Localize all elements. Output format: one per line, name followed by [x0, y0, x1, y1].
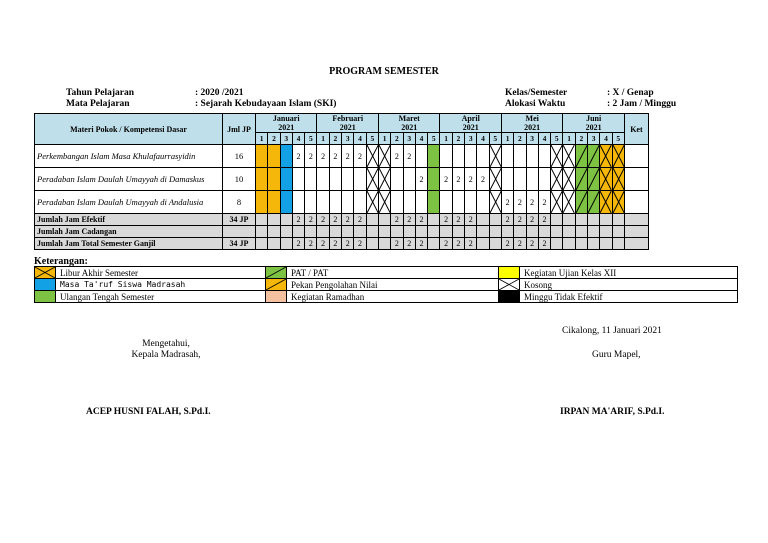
week-cell: 2 [342, 145, 354, 168]
summary-week-cell: 2 [465, 214, 477, 226]
week-cell [526, 168, 538, 191]
week-cell [501, 168, 513, 191]
summary-week-cell [268, 214, 280, 226]
materi-cell: Perkembangan Islam Masa Khulafaurrasyidin [35, 145, 223, 168]
summary-week-cell [428, 238, 440, 250]
summary-week-cell: 2 [305, 214, 317, 226]
summary-week-cell [563, 238, 575, 250]
week-cell [268, 168, 280, 191]
week-cell: 2 [538, 191, 550, 214]
legend-row [35, 291, 738, 303]
summary-ket [624, 238, 648, 250]
summary-week-cell: 2 [305, 238, 317, 250]
week-cell: 2 [305, 145, 317, 168]
table-row [35, 145, 649, 168]
summary-week-cell: 2 [538, 238, 550, 250]
summary-week-cell [256, 214, 268, 226]
week-number: 4 [415, 133, 427, 145]
month-name: Maret [398, 114, 420, 123]
summary-week-cell [563, 226, 575, 238]
swatch-uts [35, 291, 56, 303]
week-number: 1 [317, 133, 329, 145]
header-month [256, 114, 317, 133]
month-year: 2021 [401, 123, 418, 132]
mapel-value: : Sejarah Kebudayaan Islam (SKI) [195, 99, 337, 109]
summary-label: Jumlah Jam Cadangan [35, 226, 223, 238]
summary-week-cell [612, 238, 624, 250]
week-number: 2 [391, 133, 403, 145]
week-number: 5 [366, 133, 378, 145]
summary-week-cell [256, 238, 268, 250]
summary-week-cell [428, 214, 440, 226]
week-cell [428, 168, 440, 191]
summary-row [35, 214, 649, 226]
week-cell [391, 191, 403, 214]
summary-week-cell [280, 226, 292, 238]
week-cell [391, 168, 403, 191]
week-cell [477, 191, 489, 214]
summary-week-cell [378, 238, 390, 250]
summary-week-cell [415, 226, 427, 238]
week-cell [415, 145, 427, 168]
week-number: 3 [342, 133, 354, 145]
week-cell [428, 191, 440, 214]
summary-week-cell [489, 238, 501, 250]
week-cell [292, 168, 304, 191]
ket-cell [624, 168, 648, 191]
week-cell [551, 191, 563, 214]
month-year: 2021 [585, 123, 602, 132]
summary-label: Jumlah Jam Efektif [35, 214, 223, 226]
week-cell [342, 191, 354, 214]
week-cell [600, 168, 612, 191]
week-cell [329, 168, 341, 191]
summary-week-cell: 2 [501, 214, 513, 226]
swatch-ujian [499, 267, 520, 279]
summary-week-cell [575, 214, 587, 226]
week-cell: 2 [526, 191, 538, 214]
week-cell: 2 [514, 191, 526, 214]
jml-cell: 10 [223, 168, 256, 191]
schedule-table [34, 113, 649, 250]
week-cell [600, 191, 612, 214]
swatch-pengolahan [266, 279, 287, 291]
week-cell [452, 145, 464, 168]
summary-week-cell: 2 [317, 238, 329, 250]
summary-week-cell [305, 226, 317, 238]
summary-week-cell [268, 226, 280, 238]
header-jml: Jml JP [223, 114, 256, 145]
alokasi-label: Alokasi Waktu [505, 99, 566, 109]
week-cell [477, 145, 489, 168]
left-line1: Mengetahui, [142, 339, 190, 349]
swatch-pat [266, 267, 287, 279]
mapel-label: Mata Pelajaran [66, 99, 130, 109]
week-cell [489, 191, 501, 214]
summary-week-cell [280, 238, 292, 250]
legend-label: Minggu Tidak Efektif [520, 291, 738, 303]
week-cell: 2 [440, 168, 452, 191]
summary-week-cell [477, 214, 489, 226]
week-cell: 2 [452, 168, 464, 191]
week-cell [551, 145, 563, 168]
summary-week-cell: 2 [292, 238, 304, 250]
summary-week-cell [489, 214, 501, 226]
summary-week-cell: 2 [391, 238, 403, 250]
summary-week-cell: 2 [514, 214, 526, 226]
summary-week-cell [256, 226, 268, 238]
summary-week-cell: 2 [342, 214, 354, 226]
week-number: 1 [440, 133, 452, 145]
summary-week-cell [292, 226, 304, 238]
week-cell [280, 168, 292, 191]
week-cell [465, 145, 477, 168]
week-cell [342, 168, 354, 191]
month-year: 2021 [278, 123, 295, 132]
summary-week-cell: 2 [452, 214, 464, 226]
summary-week-cell: 2 [391, 214, 403, 226]
week-cell [575, 191, 587, 214]
page-title: PROGRAM SEMESTER [329, 66, 439, 77]
week-cell [256, 168, 268, 191]
summary-week-cell [366, 226, 378, 238]
summary-week-cell: 2 [440, 238, 452, 250]
summary-week-cell [612, 226, 624, 238]
week-cell [600, 145, 612, 168]
week-number: 4 [354, 133, 366, 145]
week-number: 5 [489, 133, 501, 145]
header-ket: Ket [624, 114, 648, 145]
summary-week-cell: 2 [342, 238, 354, 250]
week-cell [465, 191, 477, 214]
right-signatory-name: IRPAN MA'ARIF, S.Pd.I. [560, 407, 665, 417]
swatch-taruf [35, 279, 56, 291]
week-cell [588, 168, 600, 191]
summary-ket [624, 226, 648, 238]
week-cell [378, 191, 390, 214]
week-cell [305, 191, 317, 214]
summary-week-cell: 2 [317, 214, 329, 226]
week-cell [440, 145, 452, 168]
kelas-label: Kelas/Semester [505, 88, 568, 98]
week-cell [354, 191, 366, 214]
month-year: 2021 [462, 123, 479, 132]
summary-week-cell [378, 214, 390, 226]
summary-jml [223, 226, 256, 238]
summary-week-cell [600, 226, 612, 238]
summary-week-cell [575, 238, 587, 250]
materi-cell: Peradaban Islam Daulah Umayyah di Damaskus [35, 168, 223, 191]
jml-cell: 8 [223, 191, 256, 214]
week-number: 1 [563, 133, 575, 145]
week-cell [256, 191, 268, 214]
summary-week-cell [342, 226, 354, 238]
summary-week-cell: 2 [501, 238, 513, 250]
legend-label: Masa Ta'ruf Siswa Madrasah [56, 279, 266, 291]
week-cell [452, 191, 464, 214]
week-cell [280, 145, 292, 168]
summary-label: Jumlah Jam Total Semester Ganjil [35, 238, 223, 250]
week-cell [538, 145, 550, 168]
week-cell [575, 145, 587, 168]
week-cell [280, 191, 292, 214]
summary-week-cell: 2 [292, 214, 304, 226]
summary-week-cell [428, 226, 440, 238]
week-number: 4 [538, 133, 550, 145]
week-cell [563, 145, 575, 168]
week-cell: 2 [501, 191, 513, 214]
week-cell [268, 145, 280, 168]
month-year: 2021 [524, 123, 541, 132]
week-number: 5 [612, 133, 624, 145]
week-cell [489, 168, 501, 191]
week-cell [538, 168, 550, 191]
tahun-label: Tahun Pelajaran [66, 88, 135, 98]
month-year: 2021 [339, 123, 356, 132]
week-cell [317, 191, 329, 214]
week-cell [415, 191, 427, 214]
week-cell [501, 145, 513, 168]
summary-week-cell [551, 214, 563, 226]
summary-week-cell: 2 [526, 238, 538, 250]
left-signatory-name: ACEP HUSNI FALAH, S.Pd.I. [86, 407, 211, 417]
header-row [35, 114, 649, 133]
month-name: Mei [525, 114, 539, 123]
summary-week-cell [280, 214, 292, 226]
summary-jml: 34 JP [223, 214, 256, 226]
right-line1: Guru Mapel, [592, 350, 641, 360]
week-cell [575, 168, 587, 191]
week-number: 1 [256, 133, 268, 145]
month-name: Januari [272, 114, 300, 123]
summary-week-cell: 2 [329, 238, 341, 250]
ket-cell [624, 145, 648, 168]
summary-week-cell [588, 226, 600, 238]
week-number: 2 [575, 133, 587, 145]
month-name: Februari [332, 114, 364, 123]
header-month [378, 114, 439, 133]
week-cell: 2 [292, 145, 304, 168]
summary-week-cell [575, 226, 587, 238]
summary-week-cell: 2 [354, 238, 366, 250]
swatch-kosong [499, 279, 520, 291]
week-cell [378, 145, 390, 168]
summary-row [35, 238, 649, 250]
week-cell [526, 145, 538, 168]
week-cell [563, 191, 575, 214]
week-cell [378, 168, 390, 191]
summary-week-cell [268, 238, 280, 250]
week-cell: 2 [477, 168, 489, 191]
week-cell [305, 168, 317, 191]
week-number: 4 [600, 133, 612, 145]
week-cell [551, 168, 563, 191]
table-row [35, 168, 649, 191]
left-line2: Kepala Madrasah, [131, 350, 201, 360]
summary-week-cell [366, 214, 378, 226]
week-number: 3 [403, 133, 415, 145]
legend-label: Kegiatan Ujian Kelas XII [520, 267, 738, 279]
week-number: 1 [378, 133, 390, 145]
place-date: Cikalong, 11 Januari 2021 [562, 326, 662, 336]
summary-week-cell [600, 214, 612, 226]
week-cell [366, 168, 378, 191]
summary-week-cell [501, 226, 513, 238]
summary-week-cell [563, 214, 575, 226]
week-cell: 2 [465, 168, 477, 191]
week-number: 1 [501, 133, 513, 145]
week-cell [366, 191, 378, 214]
week-number: 2 [452, 133, 464, 145]
summary-week-cell [551, 238, 563, 250]
summary-week-cell: 2 [329, 214, 341, 226]
legend-title: Keterangan: [34, 256, 88, 267]
legend-label: Ulangan Tengah Semester [56, 291, 266, 303]
week-number: 5 [428, 133, 440, 145]
summary-week-cell [588, 214, 600, 226]
week-cell [612, 168, 624, 191]
week-cell [440, 191, 452, 214]
legend-label: PAT / PAT [287, 267, 499, 279]
summary-week-cell: 2 [403, 214, 415, 226]
summary-week-cell: 2 [538, 214, 550, 226]
jml-cell: 16 [223, 145, 256, 168]
summary-week-cell [588, 238, 600, 250]
summary-ket [624, 214, 648, 226]
summary-week-cell: 2 [354, 214, 366, 226]
summary-week-cell [403, 226, 415, 238]
summary-week-cell [391, 226, 403, 238]
week-cell [317, 168, 329, 191]
week-number: 5 [551, 133, 563, 145]
week-number: 2 [514, 133, 526, 145]
legend-row [35, 267, 738, 279]
week-cell: 2 [317, 145, 329, 168]
legend-table [34, 266, 738, 303]
week-number: 3 [465, 133, 477, 145]
week-cell [403, 191, 415, 214]
week-cell [354, 168, 366, 191]
summary-week-cell [452, 226, 464, 238]
summary-week-cell [514, 226, 526, 238]
table-row [35, 191, 649, 214]
week-number: 3 [526, 133, 538, 145]
swatch-ramadhan [266, 291, 287, 303]
week-number: 3 [588, 133, 600, 145]
summary-week-cell [378, 226, 390, 238]
summary-week-cell: 2 [415, 214, 427, 226]
summary-week-cell [551, 226, 563, 238]
summary-week-cell: 2 [514, 238, 526, 250]
week-cell [612, 145, 624, 168]
summary-jml: 34 JP [223, 238, 256, 250]
summary-week-cell: 2 [403, 238, 415, 250]
legend-label: Kosong [520, 279, 738, 291]
summary-week-cell: 2 [465, 238, 477, 250]
summary-week-cell [526, 226, 538, 238]
week-cell [588, 191, 600, 214]
summary-week-cell [600, 238, 612, 250]
header-materi: Materi Pokok / Kompetensi Dasar [35, 114, 223, 145]
week-cell [489, 145, 501, 168]
summary-week-cell [612, 214, 624, 226]
summary-week-cell [354, 226, 366, 238]
week-cell [329, 191, 341, 214]
summary-week-cell: 2 [415, 238, 427, 250]
header-month [317, 114, 378, 133]
week-cell: 2 [415, 168, 427, 191]
month-name: April [461, 114, 480, 123]
swatch-libur [35, 267, 56, 279]
summary-week-cell [538, 226, 550, 238]
header-month [440, 114, 501, 133]
week-cell [403, 168, 415, 191]
week-cell [256, 145, 268, 168]
alokasi-value: : 2 Jam / Minggu [607, 99, 677, 109]
legend-row [35, 279, 738, 291]
summary-week-cell [317, 226, 329, 238]
week-cell: 2 [329, 145, 341, 168]
header-month [563, 114, 624, 133]
swatch-tidak-efektif [499, 291, 520, 303]
week-cell [366, 145, 378, 168]
summary-week-cell [489, 226, 501, 238]
week-cell [292, 191, 304, 214]
summary-week-cell: 2 [452, 238, 464, 250]
legend-label: Kegiatan Ramadhan [287, 291, 499, 303]
summary-row [35, 226, 649, 238]
week-cell [514, 168, 526, 191]
kelas-value: : X / Genap [607, 88, 654, 98]
week-number: 2 [329, 133, 341, 145]
week-cell [563, 168, 575, 191]
week-cell [588, 145, 600, 168]
materi-cell: Peradaban Islam Daulah Umayyah di Andalusia [35, 191, 223, 214]
summary-week-cell [465, 226, 477, 238]
tahun-value: : 2020 /2021 [195, 88, 244, 98]
summary-week-cell: 2 [526, 214, 538, 226]
week-cell [514, 145, 526, 168]
legend-label: Pekan Pengolahan Nilai [287, 279, 499, 291]
legend-label: Libur Akhir Semester [56, 267, 266, 279]
summary-week-cell: 2 [440, 214, 452, 226]
week-number: 4 [477, 133, 489, 145]
summary-week-cell [366, 238, 378, 250]
summary-week-cell [477, 238, 489, 250]
week-cell: 2 [403, 145, 415, 168]
week-cell [268, 191, 280, 214]
ket-cell [624, 191, 648, 214]
summary-week-cell [329, 226, 341, 238]
summary-week-cell [477, 226, 489, 238]
week-cell [428, 145, 440, 168]
week-cell [612, 191, 624, 214]
week-cell: 2 [391, 145, 403, 168]
week-number: 2 [268, 133, 280, 145]
month-name: Juni [586, 114, 602, 123]
week-number: 5 [305, 133, 317, 145]
summary-week-cell [440, 226, 452, 238]
week-number: 4 [292, 133, 304, 145]
week-number: 3 [280, 133, 292, 145]
header-month [501, 114, 562, 133]
week-cell: 2 [354, 145, 366, 168]
